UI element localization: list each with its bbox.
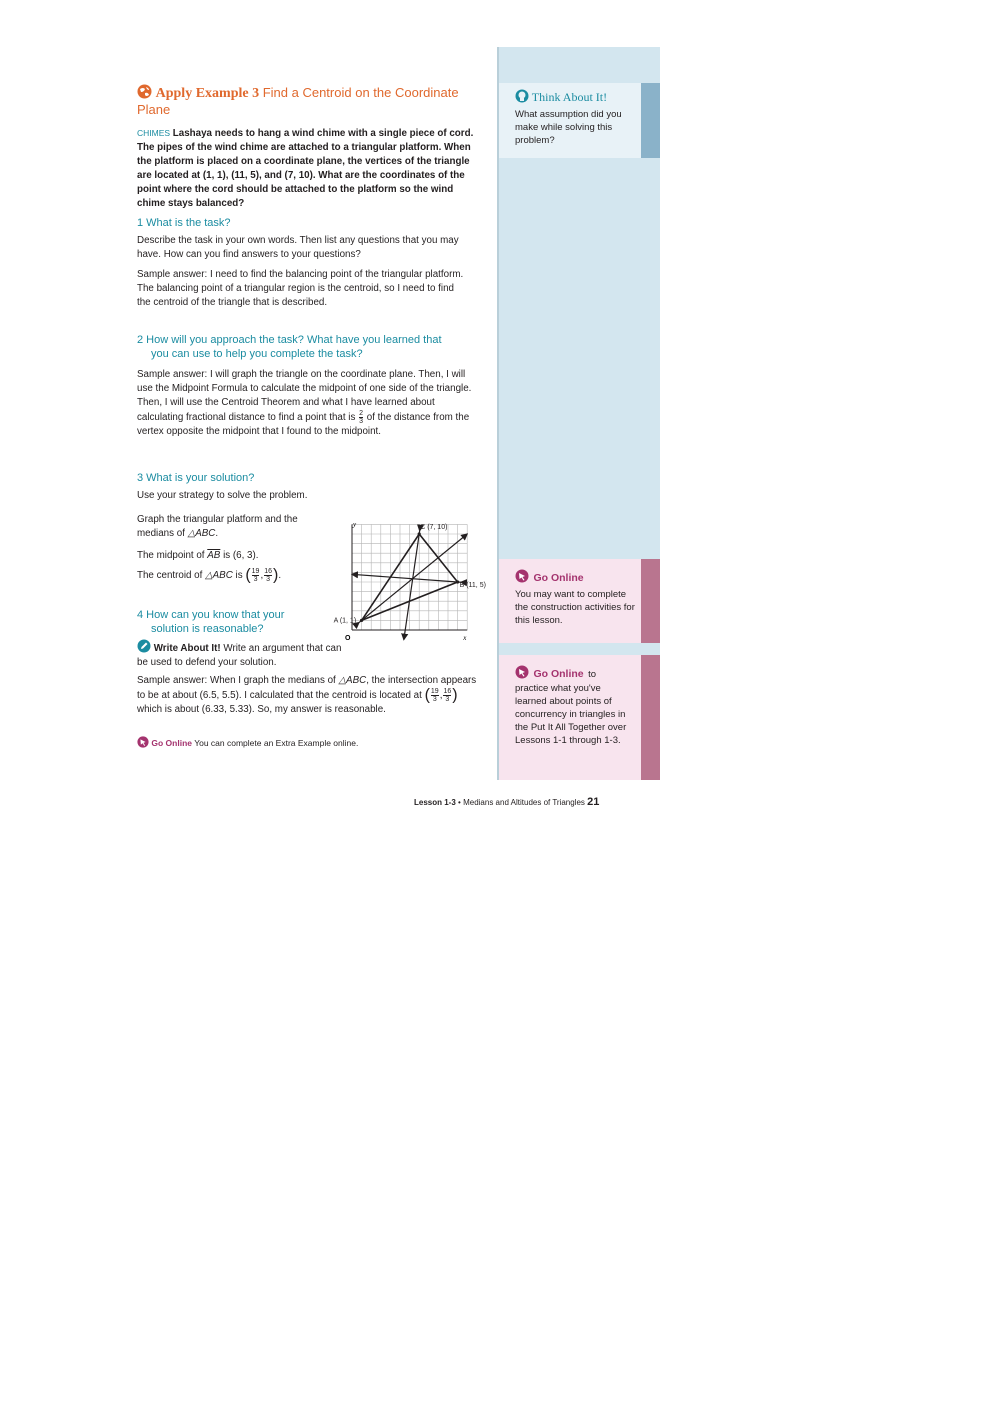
- triangle-name: △ABC: [187, 528, 216, 539]
- step4-heading: [137, 608, 337, 636]
- step2-answer: [137, 368, 479, 439]
- midpoint-value: is (6, 3).: [223, 550, 259, 561]
- think-head-icon: [515, 89, 529, 103]
- answer-x-fraction: [431, 688, 439, 703]
- frac-den: 3: [359, 418, 364, 425]
- step4-heading-line2: solution is reasonable?: [151, 623, 264, 635]
- segment-ab: $\overline{AB}$: [207, 550, 221, 561]
- ay-num: 16: [443, 688, 452, 695]
- go-online-2: [515, 664, 635, 747]
- step1-prompt: Describe the task in your own words. Then list any questions that you may have. How can you find answers to your questions?: [137, 235, 459, 260]
- go-online-2-text: practice what you've learned about points of concurrency in triangles in the Put It All Together over Lessons 1-1 through 1-3.: [515, 683, 627, 746]
- ay-den: 3: [445, 696, 450, 703]
- think-about-it-title: Think About It!: [531, 90, 608, 104]
- step2-answer-end: of the distance from the vertex opposite the midpoint that I found to the midpoint.: [137, 412, 470, 438]
- step2-heading: [137, 333, 482, 361]
- example-heading: Find a Centroid on the Coordinate Plane: [137, 85, 459, 117]
- page-number: 21: [587, 796, 600, 808]
- answer-y-fraction: [443, 688, 451, 703]
- centroid-triangle: △ABC: [205, 570, 233, 582]
- example-label: Apply Example 3: [155, 86, 260, 101]
- globe-icon: [137, 84, 152, 99]
- midpoint-prefix: The midpoint of: [137, 550, 205, 561]
- go-online-extra-example: [137, 736, 477, 748]
- go-online-1-title[interactable]: Go Online: [533, 572, 584, 584]
- write-about-it-label: Write About It!: [153, 643, 221, 654]
- step2-heading-line1: 2 How will you approach the task? What have you learned that: [137, 334, 442, 346]
- midpoint-statement: [137, 549, 327, 563]
- step4-heading-line1: 4 How can you know that your: [137, 609, 285, 621]
- graph-line-text: Graph the triangular platform and the medians of: [137, 514, 298, 539]
- origin-label: O: [345, 635, 351, 642]
- step2-answer-text: Sample answer: I will graph the triangle on the coordinate plane. Then, I will use the Midpoint Formula to calculate the midpoint of one side of the triangle. Then, I will use the Centroid Theorem and what I have learned about calculating fractional distance to find a point that is: [137, 369, 472, 424]
- footer-title: Medians and Altitudes of Triangles: [463, 798, 585, 807]
- step4-answer-c: which is about (6.33, 5.33). So, my answer is reasonable.: [137, 704, 386, 716]
- cy-num: 16: [264, 568, 272, 575]
- centroid-is: is: [235, 570, 243, 582]
- problem-statement: [137, 126, 477, 211]
- think-about-it: [515, 89, 637, 147]
- step4-answer-b: , the intersection appears to be at about (6.5, 5.5). I calculated that the centroid is located at: [137, 675, 477, 702]
- vertex-label-c: C (7, 10): [420, 524, 448, 531]
- footer-bullet: •: [458, 798, 461, 807]
- think-about-it-tab: [641, 83, 660, 158]
- median-line: [404, 531, 420, 640]
- y-axis-label: y: [353, 520, 357, 529]
- example-title: [137, 84, 477, 118]
- vertex-label-a: A (1, 1): [333, 617, 357, 625]
- centroid-prefix: The centroid of: [137, 570, 203, 582]
- step2-heading-line2: you can use to help you complete the task?: [151, 348, 363, 360]
- centroid-x-fraction: [252, 568, 260, 583]
- go-online-1: [515, 568, 637, 627]
- write-about-it-text: Write an argument that can be used to defend your solution.: [137, 643, 342, 668]
- step4-answer-a: Sample answer: When I graph the medians of: [137, 675, 336, 686]
- ax-den: 3: [432, 696, 437, 703]
- go-online-1-text: You may want to complete the construction activities for this lesson.: [515, 589, 635, 626]
- go-online-tab-2: [641, 655, 660, 780]
- cx-num: 19: [251, 568, 260, 575]
- go-online-2-title[interactable]: Go Online: [533, 668, 584, 680]
- go-online-extra-text: You can complete an Extra Example online.: [194, 738, 359, 748]
- centroid-y-fraction: [264, 568, 272, 583]
- ax-num: 19: [430, 688, 439, 695]
- think-about-it-text: What assumption did you make while solving this problem?: [515, 109, 622, 146]
- go-online-cursor-icon: [515, 569, 529, 583]
- problem-text: Lashaya needs to hang a wind chime with a single piece of cord. The pipes of the wind chime are attached to a triangular platform. When the platform is placed on a coordinate plane, the vertices of the triangle are located at (1, 1), (11, 5), and (7, 10). What are the coordinates of the point where the cord should be attached to the platform so the wind chime stays balanced?: [137, 128, 474, 209]
- coordinate-graph: [330, 508, 500, 644]
- fraction-two-thirds: [359, 410, 363, 425]
- cx-den: 3: [253, 576, 258, 583]
- vertex-label-b: B (11, 5): [459, 582, 486, 589]
- vertex-point-c: [418, 532, 421, 535]
- pencil-icon: [137, 639, 151, 653]
- x-axis-label: x: [463, 634, 467, 642]
- step4-answer: Sample answer: When I graph the medians of △ABC, the intersection appears to be at about (6.5, 5.5). I calculated that the centroid is located at ( $\frac{19}{3}$ , $\frac{16}{3}$ ) which is about (6.33, 5.33). So, my answer is reasonable.: [137, 675, 477, 716]
- graph-instruction: Graph the triangular platform and the medians of △ABC.: [137, 514, 298, 539]
- step1-answer: Sample answer: I need to find the balancing point of the triangular platform. The balancing point of a triangular region is the centroid, so I need to find the centroid of the triangle that is described.: [137, 269, 464, 308]
- write-about-it: [137, 639, 342, 670]
- footer-lesson: Lesson 1-3: [414, 798, 456, 807]
- frac-num: 2: [359, 410, 364, 417]
- page-footer: [414, 796, 599, 808]
- step1-heading: 1 What is the task?: [137, 217, 231, 229]
- problem-tag: CHIMES: [137, 128, 171, 138]
- centroid-statement: The centroid of △ABC is ( $\frac{19}{3}$ , $\frac{16}{3}$ ).: [137, 566, 282, 584]
- median-line: [352, 574, 461, 582]
- go-online-extra-label[interactable]: Go Online: [151, 738, 192, 748]
- vertex-point-a: [360, 619, 363, 622]
- step4-triangle: △ABC: [338, 675, 367, 686]
- go-online-cursor-icon: [515, 665, 529, 679]
- step3-heading: 3 What is your solution?: [137, 472, 255, 484]
- go-online-cursor-icon: [137, 736, 149, 748]
- step3-prompt: Use your strategy to solve the problem.: [137, 490, 308, 501]
- cy-den: 3: [266, 576, 271, 583]
- go-online-tab-1: [641, 559, 660, 643]
- go-online-2-to: to: [588, 669, 597, 680]
